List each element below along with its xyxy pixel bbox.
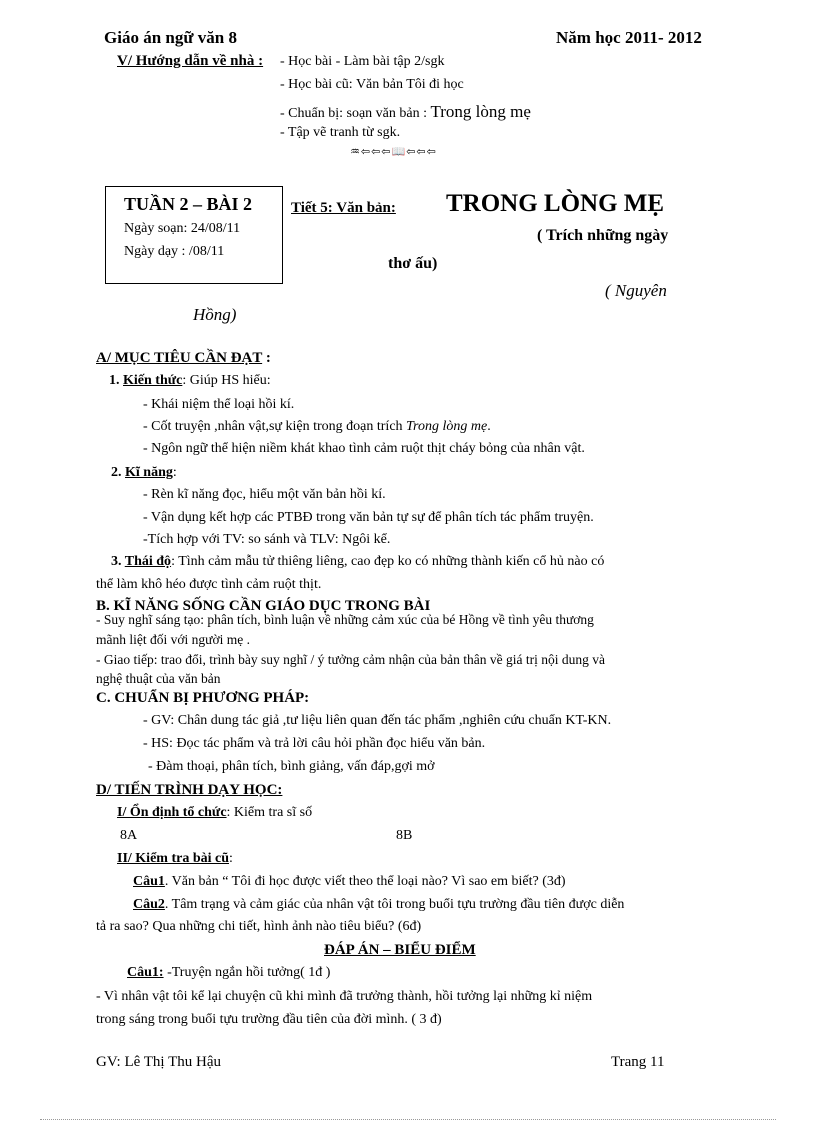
teach-date: Ngày dạy : /08/11 xyxy=(124,244,225,259)
list-item: - HS: Đọc tác phẩm và trả lời câu hỏi phần đọc hiểu văn bản. xyxy=(143,736,486,751)
attitude-text: thể làm khô héo được tình cảm ruột thịt. xyxy=(96,577,322,592)
review-heading: II/ Kiểm tra bài cũ: xyxy=(117,851,233,866)
section-c-title: C. CHUẨN BỊ PHƯƠNG PHÁP: xyxy=(96,690,310,706)
answer-1-line: - Vì nhân vật tôi kể lại chuyện cũ khi mình đã trưởng thành, hồi tưởng lại những kỉ niệm xyxy=(96,989,593,1004)
list-item: - GV: Chân dung tác giả ,tư liệu liên quan đến tác phẩm ,nghiên cứu chuẩn KT-KN. xyxy=(143,713,612,728)
footer-teacher: GV: Lê Thị Thu Hậu xyxy=(96,1054,221,1070)
list-item: - Cốt truyện ,nhân vật,sự kiện trong đoạn trích Trong lòng mẹ. xyxy=(143,419,491,434)
week-title: TUẦN 2 – BÀI 2 xyxy=(124,194,253,214)
list-item: - Rèn kĩ năng đọc, hiểu một văn bản hồi kí. xyxy=(143,487,386,502)
paragraph-line: - Suy nghĩ sáng tạo: phân tích, bình luận về những cảm xúc của bé Hồng về tình yêu thương xyxy=(96,612,594,627)
knowledge-heading: 1. Kiến thức: Giúp HS hiểu: xyxy=(109,373,271,388)
page-edge-divider xyxy=(40,1119,776,1120)
homework-item: - Học bài cũ: Văn bản Tôi đi học xyxy=(280,77,464,92)
list-item: - Đàm thoại, phân tích, bình giảng, vấn đáp,gợi mở xyxy=(148,759,435,774)
section-b-title: B. KĨ NĂNG SỐNG CẦN GIÁO DỤC TRONG BÀI xyxy=(96,598,431,614)
list-item: - Vận dụng kết hợp các PTBĐ trong văn bản tự sự để phân tích tác phẩm truyện. xyxy=(143,510,594,525)
ornament-divider: ♒⇦⇦⇦📖⇦⇦⇦ xyxy=(350,145,437,158)
paragraph-line: nghệ thuật của văn bản xyxy=(96,671,221,686)
section-a-title: A/ MỤC TIÊU CẦN ĐẠT : xyxy=(96,350,271,366)
question-2-cont: tả ra sao? Qua những chi tiết, hình ảnh nào tiêu biểu? (6đ) xyxy=(96,919,422,934)
section-d-title: D/ TIẾN TRÌNH DẠY HỌC: xyxy=(96,782,283,798)
question-2: Câu2. Tâm trạng và cảm giác của nhân vật tôi trong buổi tựu trường đầu tiên được diễn xyxy=(133,897,625,912)
author-name-cont: Hồng) xyxy=(193,305,237,324)
class-label: 8B xyxy=(396,828,413,843)
footer-page-number: Trang 11 xyxy=(611,1054,665,1070)
question-1: Câu1. Văn bản “ Tôi đi học được viết theo thể loại nào? Vì sao em biết? (3đ) xyxy=(133,874,566,889)
lesson-subtitle-cont: thơ ấu) xyxy=(388,255,438,272)
paragraph-line: - Giao tiếp: trao đổi, trình bày suy nghĩ / ý tưởng cảm nhận của bản thân về giá trị nội dung và xyxy=(96,652,605,667)
homework-item: - Tập vẽ tranh từ sgk. xyxy=(280,125,401,140)
doc-header-right: Năm học 2011- 2012 xyxy=(556,28,702,47)
answer-1: Câu1: -Truyện ngắn hồi tưởng( 1đ ) xyxy=(127,965,331,980)
list-item: - Khái niệm thể loại hồi kí. xyxy=(143,397,295,412)
attitude-heading: 3. Thái độ: Tình cảm mẫu tử thiêng liêng, cao đẹp ko có những thành kiến cổ hủ nào có xyxy=(111,554,605,569)
homework-item: - Chuẩn bị: soạn văn bản : Trong lòng mẹ xyxy=(280,102,531,121)
period-label: Tiết 5: Văn bản: xyxy=(291,200,396,216)
lesson-subtitle: ( Trích những ngày xyxy=(537,227,669,244)
list-item: -Tích hợp với TV: so sánh và TLV: Ngôi kể. xyxy=(143,532,391,547)
paragraph-line: mãnh liệt đối với người mẹ . xyxy=(96,632,250,647)
prep-date: Ngày soạn: 24/08/11 xyxy=(124,221,241,236)
homework-label: V/ Hướng dẫn về nhà : xyxy=(117,53,264,69)
class-label: 8A xyxy=(120,828,138,843)
skills-heading: 2. Kĩ năng: xyxy=(111,465,177,480)
roll-call-heading: I/ Ổn định tổ chức: Kiểm tra sĩ số xyxy=(117,805,313,820)
author-name: ( Nguyên xyxy=(605,281,667,300)
answer-1-line: trong sáng trong buổi tựu trường đầu tiên của đời mình. ( 3 đ) xyxy=(96,1012,442,1027)
list-item: - Ngôn ngữ thể hiện niềm khát khao tình cảm ruột thịt cháy bỏng của nhân vật. xyxy=(143,441,585,456)
doc-header-left: Giáo án ngữ văn 8 xyxy=(104,28,238,47)
lesson-title: TRONG LÒNG MẸ xyxy=(446,190,665,217)
answer-key-title: ĐÁP ÁN – BIỂU ĐIỂM xyxy=(324,942,476,958)
homework-item: - Học bài - Làm bài tập 2/sgk xyxy=(280,54,445,69)
